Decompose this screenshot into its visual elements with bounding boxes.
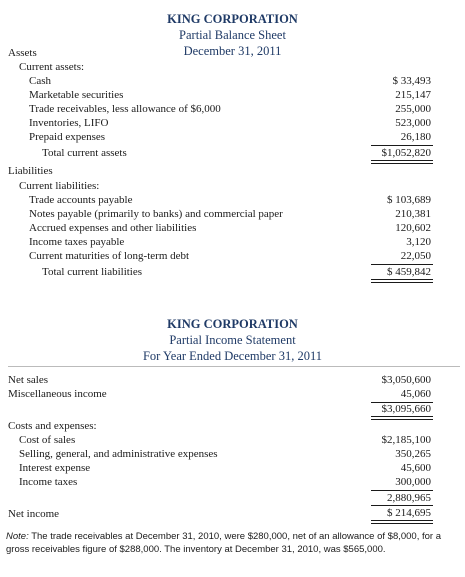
total-double-rule [371,416,433,420]
net-sales-amount: $3,050,600 [381,374,431,386]
section-divider [8,366,460,367]
cost-amount: 300,000 [395,476,431,488]
note-prefix: Note: [6,531,29,542]
total-current-liabilities-amount: $ 459,842 [387,266,431,278]
current-liabilities-heading: Current liabilities: [19,180,100,192]
cost-amount: 45,600 [400,462,431,474]
subtotal-rule [371,505,433,506]
net-sales-label: Net sales [8,374,49,386]
income-statement-company: KING CORPORATION [167,317,298,331]
misc-income-label: Miscellaneous income [8,388,107,400]
total-double-rule [371,279,433,283]
cost-label: Selling, general, and administrative expenses [19,448,218,460]
net-income-label: Net income [8,508,60,520]
balance-sheet-title: Partial Balance Sheet [179,28,286,42]
asset-amount: 215,147 [395,89,431,101]
total-revenue-amount: $3,095,660 [381,403,431,415]
liability-label: Current maturities of long-term debt [29,250,190,262]
cost-amount: 350,265 [395,448,431,460]
current-assets-heading: Current assets: [19,61,85,73]
asset-amount: $ 33,493 [392,75,431,87]
cost-label: Cost of sales [19,434,76,446]
liabilities-heading: Liabilities [8,165,53,177]
total-double-rule [371,160,433,164]
assets-heading: Assets [8,47,37,59]
total-costs-amount: 2,880,965 [387,492,431,504]
asset-label: Prepaid expenses [29,131,106,143]
total-current-assets-label: Total current assets [42,147,127,159]
asset-amount: 255,000 [395,103,431,115]
balance-sheet-company: KING CORPORATION [167,12,298,26]
subtotal-rule [371,490,433,491]
liability-label: Trade accounts payable [29,194,133,206]
asset-label: Inventories, LIFO [29,117,109,129]
asset-label: Trade receivables, less allowance of $6,000 [29,103,221,115]
note-text: The trade receivables at December 31, 2010, were $280,000, net of an allowance of $8,000, for a gross receivables figure of $288,000. The inventory at December 31, 2010, was $565,000. [6,531,442,555]
liability-label: Income taxes payable [29,236,125,248]
asset-label: Marketable securities [29,89,124,101]
cost-amount: $2,185,100 [381,434,431,446]
cost-label: Income taxes [19,476,78,488]
liability-amount: 22,050 [400,250,431,262]
net-income-amount: $ 214,695 [387,507,431,519]
balance-sheet-date: December 31, 2011 [183,44,282,58]
footnote [6,530,458,556]
total-double-rule [371,520,433,524]
income-statement-title: Partial Income Statement [169,333,296,347]
total-current-liabilities-label: Total current liabilities [42,266,143,278]
income-statement-period: For Year Ended December 31, 2011 [142,349,322,363]
cost-label: Interest expense [19,462,91,474]
costs-heading: Costs and expenses: [8,420,97,432]
misc-income-amount: 45,060 [400,388,431,400]
liability-amount: 3,120 [406,236,431,248]
asset-amount: 26,180 [400,131,431,143]
asset-amount: 523,000 [395,117,431,129]
liability-label: Accrued expenses and other liabilities [29,222,197,234]
subtotal-rule [371,264,433,265]
liability-amount: 210,381 [395,208,431,220]
liability-amount: 120,602 [395,222,431,234]
total-current-assets-amount: $1,052,820 [381,147,431,159]
liability-amount: $ 103,689 [387,194,431,206]
liability-label: Notes payable (primarily to banks) and commercial paper [29,208,283,220]
subtotal-rule [371,145,433,146]
asset-label: Cash [29,75,51,87]
